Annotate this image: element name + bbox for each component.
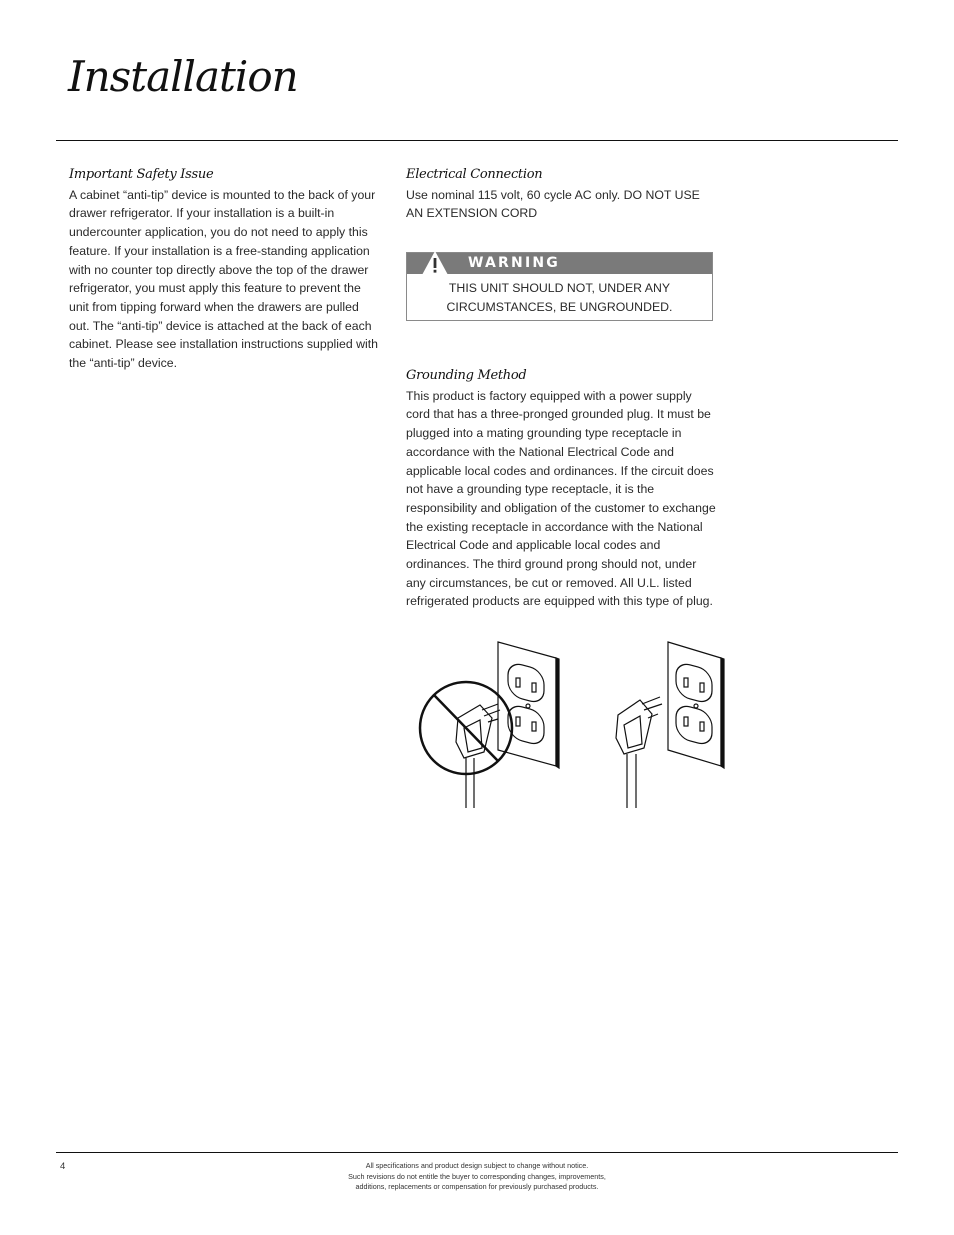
footer-disclaimer: [300, 1161, 654, 1193]
page-title: Installation: [68, 52, 298, 101]
warning-bar: [407, 253, 712, 274]
grounding-heading: Grounding Method: [406, 368, 527, 383]
grounding-section: [406, 367, 718, 611]
grounded-plug-icon: [616, 642, 724, 808]
warning-box: [406, 252, 713, 321]
electrical-section: [406, 166, 718, 223]
safety-heading: Important Safety Issue: [69, 167, 214, 182]
grounding-body: This product is factory equipped with a power supply cord that has a three-pronged grounded plug. It must be plugged into a mating grounding type receptacle in accordance with the National Electrical Code and applicable local codes and ordinances. If the circuit does not have a grounding type receptacle, it is the responsibility and obligation of the customer to exchange the existing receptacle in accordance with the National Electrical Code and applicable local codes and ordinances. The third ground prong should not, under any circumstances, be cut or removed. All U.L. listed refrigerated products are equipped with this type of plug.: [406, 388, 716, 609]
warning-message: THIS UNIT SHOULD NOT, UNDER ANY CIRCUMSTANCES, BE UNGROUNDED.: [446, 281, 673, 314]
warning-label: WARNING: [468, 255, 560, 271]
footer-line: All specifications and product design subject to change without notice.: [365, 1161, 589, 1170]
safety-section: [69, 166, 381, 373]
prohibited-plug-icon: [420, 642, 559, 808]
electrical-body: Use nominal 115 volt, 60 cycle AC only. DO NOT USE AN EXTENSION CORD: [406, 187, 700, 221]
safety-body: A cabinet “anti-tip” device is mounted to the back of your drawer refrigerator. If your installation is a built-in undercounter application, you do not need to apply this feature. If your installation is a free-standing application with no counter top directly above the top of the drawer refrigerator, you must apply this feature to prevent the unit from tipping forward when the drawers are pulled out. The “anti-tip” device is attached at the back of each cabinet. Please see installation instructions supplied with the “anti-tip” device.: [69, 187, 378, 371]
footer-line: Such revisions do not entitle the buyer to corresponding changes, improvements,: [348, 1171, 606, 1181]
warning-triangle-icon: [421, 250, 449, 276]
bottom-divider: [56, 1152, 898, 1153]
electrical-heading: Electrical Connection: [406, 167, 543, 182]
plug-illustration: [418, 640, 728, 815]
footer-line: additions, replacements or compensation for previously purchased products.: [355, 1182, 599, 1192]
page-number: 4: [60, 1161, 66, 1172]
top-divider: [56, 140, 898, 141]
